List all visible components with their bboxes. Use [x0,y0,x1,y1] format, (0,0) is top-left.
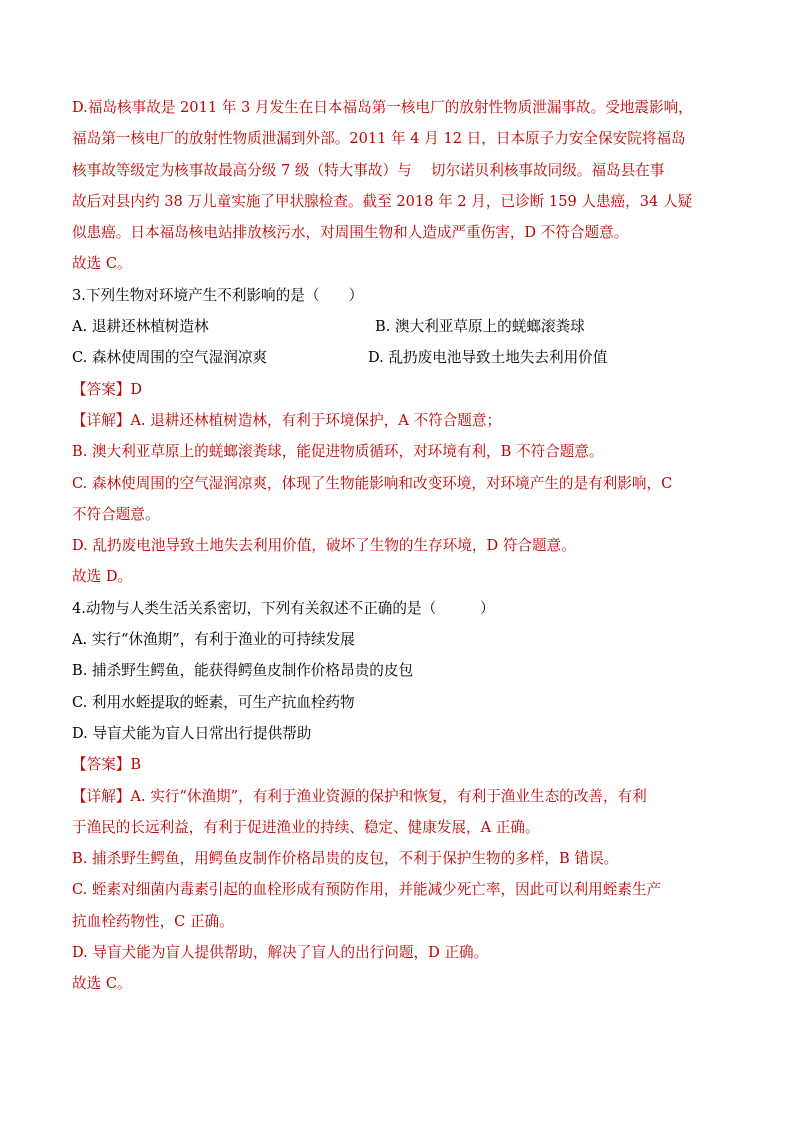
q4-answer-value: B [130,756,142,774]
q4-detail-a-text: A. 实行“休渔期”，有利于渔业资源的保护和恢复，有利于渔业生态的改善，有利 [130,787,647,805]
q3-detail-d: D. 乱扔废电池导致土地失去利用价值，破坏了生物的生存环境，D 符合题意。 [72,537,576,555]
q3-answer-value: D [130,380,143,398]
q3-detail-c-line-2: 不符合题意。 [72,505,160,523]
q4-option-a: A. 实行“休渔期”，有利于渔业的可持续发展 [72,631,355,649]
q2-detail-d-line-4: 故后对县内约 38 万儿童实施了甲状腺检查。截至 2018 年 2 月，已诊断 159 人患癌，34 人疑 [72,192,693,210]
document-page [72,92,727,1000]
q3-detail-a-text: A. 退耕还林植树造林，有利于环境保护，A 不符合题意； [130,411,502,429]
q4-detail-d: D. 导盲犬能为盲人提供帮助，解决了盲人的出行问题，D 正确。 [72,944,489,962]
q3-options-row-2 [72,342,727,373]
q3-answer-tag: 【答案】 [72,380,131,398]
q4-conclusion: 故选 C。 [72,975,132,993]
q3-detail-b: B. 澳大利亚草原上的蜣螂滚粪球，能促进物质循环，对环境有利，B 不符合题意。 [72,443,604,461]
q3-options-row-1 [72,311,727,342]
q3-option-b: B. 澳大利亚草原上的蜣螂滚粪球 [375,318,585,336]
q4-detail-c-line-2: 抗血栓药物性，C 正确。 [72,912,234,930]
q3-stem: 3.下列生物对环境产生不利影响的是（ ） [72,286,364,304]
q3-option-d: D. 乱扔废电池导致土地失去利用价值 [368,349,608,367]
q4-stem: 4.动物与人类生活关系密切，下列有关叙述不正确的是（ ） [72,599,495,617]
q4-option-c: C. 利用水蛭提取的蛭素，可生产抗血栓药物 [72,693,355,711]
q3-detail-tag: 【详解】 [72,411,131,429]
q2-conclusion: 故选 C。 [72,255,132,273]
q3-option-c: C. 森林使周围的空气湿润凉爽 [72,349,268,367]
q3-detail-c-line-1: C. 森林使周围的空气湿润凉爽，体现了生物能影响和改变环境，对环境产生的是有利影响，C [72,474,673,492]
q4-answer-tag: 【答案】 [72,756,131,774]
q2-detail-d-line-3: 核事故等级定为核事故最高分级 7 级（特大事故）与 切尔诺贝利核事故同级。福岛县在事 [72,161,665,179]
q2-detail-d-line-5: 似患癌。日本福岛核电站排放核污水，对周围生物和人造成严重伤害，D 不符合题意。 [72,224,629,242]
q4-answer [72,749,727,780]
q2-detail-d-line-2: 福岛第一核电厂的放射性物质泄漏到外部。2011 年 4 月 12 日，日本原子力安全保安院将福岛 [72,130,686,148]
q4-detail-tag: 【详解】 [72,787,131,805]
q4-option-d: D. 导盲犬能为盲人日常出行提供帮助 [72,724,312,742]
q3-detail-a [72,405,727,436]
q4-detail-c-line-1: C. 蛭素对细菌内毒素引起的血栓形成有预防作用，并能减少死亡率，因此可以利用蛭素生产 [72,881,662,899]
q4-detail-b: B. 捕杀野生鳄鱼，用鳄鱼皮制作价格昂贵的皮包，不利于保护生物的多样，B 错误。 [72,850,619,868]
q3-conclusion: 故选 D。 [72,568,133,586]
q4-detail-a-line-1 [72,781,727,812]
q4-option-b: B. 捕杀野生鳄鱼，能获得鳄鱼皮制作价格昂贵的皮包 [72,662,414,680]
q3-option-a: A. 退耕还林植树造林 [72,318,209,336]
q3-answer [72,374,727,405]
q2-detail-d-line-1: D.福岛核事故是 2011 年 3 月发生在日本福岛第一核电厂的放射性物质泄漏事故。受地震影响， [72,99,693,116]
q4-detail-a-line-2: 于渔民的长远利益，有利于促进渔业的持续、稳定、健康发展，A 正确。 [72,818,540,836]
